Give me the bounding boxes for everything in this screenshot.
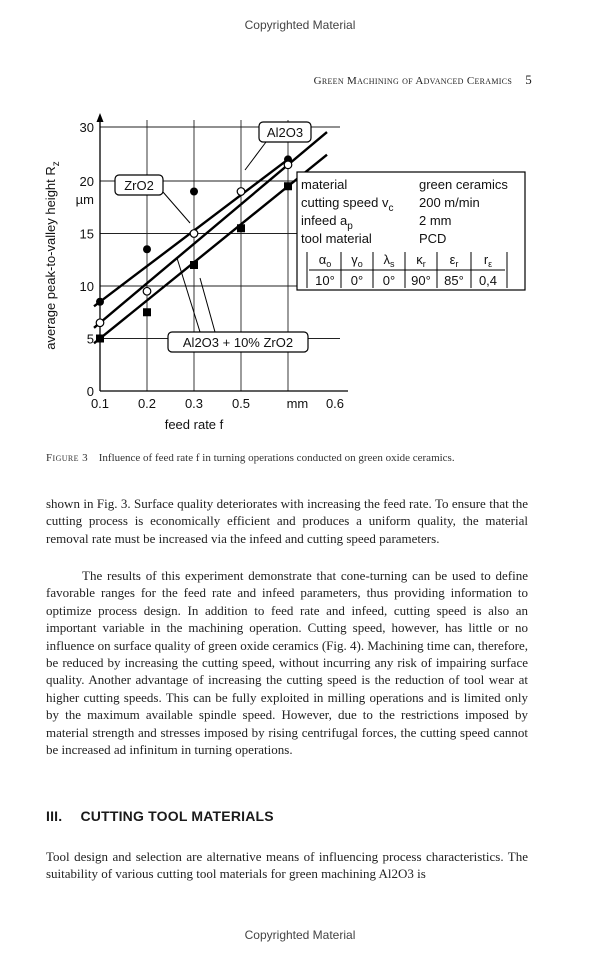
x-tick-label: 0.1: [90, 396, 110, 411]
angle-value: 0°: [382, 273, 396, 288]
y-axis-arrow: [97, 113, 104, 122]
figure-label: Figure 3: [46, 452, 89, 464]
y-axis-label: average peak-to-valley height $R_z$: [43, 161, 62, 350]
marker-al2o3: [190, 230, 198, 238]
marker-zro2: [190, 188, 198, 196]
param-label: tool material: [301, 231, 372, 246]
marker-al2o3-zro2: [96, 335, 104, 343]
param-value: PCD: [419, 231, 447, 246]
marker-al2o3: [96, 319, 104, 327]
x-tick-label: 0.6: [325, 396, 345, 411]
angle-value: 0°: [350, 273, 364, 288]
angle-value: 10°: [315, 273, 335, 288]
marker-al2o3-zro2: [237, 224, 245, 232]
angle-value: 85°: [444, 273, 464, 288]
running-head: [314, 72, 532, 88]
y-tick-label: 30: [79, 120, 94, 135]
param-label: infeed $a_p$: [301, 213, 353, 232]
y-tick-label: 15: [79, 226, 94, 242]
param-label: material: [301, 177, 348, 192]
x-tick-label: 0.5: [231, 396, 251, 411]
figure-3: [40, 108, 540, 438]
chart: [40, 108, 540, 438]
y-tick-label: 10: [79, 279, 94, 294]
section-heading: [46, 808, 274, 824]
x-tick-label: 0.3: [184, 396, 204, 411]
callout-al2o3-text: Al2O3: [266, 125, 304, 140]
watermark-top: Copyrighted Material: [244, 18, 356, 32]
marker-al2o3-zro2: [143, 308, 151, 316]
marker-zro2: [143, 245, 151, 253]
chart-callouts: [115, 122, 311, 352]
y-unit-label: µm: [75, 191, 94, 207]
param-label: cutting speed $v_c$: [301, 195, 394, 214]
angle-header: $r_\varepsilon$: [483, 252, 493, 269]
param-value: 200 m/min: [419, 195, 480, 210]
parameter-box: [297, 172, 525, 290]
angle-value: 0,4: [478, 273, 498, 288]
page-number: 5: [525, 72, 532, 87]
marker-al2o3: [284, 161, 292, 169]
marker-al2o3: [237, 188, 245, 196]
angle-header: $\alpha_o$: [318, 252, 332, 269]
section-title: CUTTING TOOL MATERIALS: [80, 808, 274, 824]
caption-text: Influence of feed rate f in turning operations conducted on green oxide ceramics.: [98, 452, 455, 464]
callout-zro2-text: ZrO2: [124, 178, 154, 193]
param-value: green ceramics: [419, 177, 508, 192]
callout-al2o3-zro2-leader: [177, 258, 200, 332]
section-number: III.: [46, 808, 63, 824]
series-line-1: [94, 132, 327, 328]
angle-header: $\lambda_s$: [383, 252, 395, 269]
y-tick-label: 20: [79, 174, 94, 189]
paragraph-1: shown in Fig. 3. Surface quality deteriorates with increasing the feed rate. To ensure that the cutting process is economically efficient and produces a uniform quality, the material removal rate must be increased via the infeed and cutting speed parameters.: [46, 496, 528, 546]
angle-header: $\gamma_o$: [351, 252, 363, 269]
callout-al2o3-leader: [245, 142, 266, 170]
y-tick-label: 0: [86, 384, 94, 399]
running-head-title: Green Machining of Advanced Ceramics: [313, 75, 513, 87]
paragraph-3: Tool design and selection are alternative means of influencing process characteristics. The suitability of various cutting tool materials for green machining Al2O3 is: [46, 849, 528, 882]
x-axis-label: feed rate f: [164, 417, 224, 432]
figure-caption: [46, 452, 546, 464]
param-value: 2 mm: [419, 213, 452, 228]
marker-al2o3: [143, 287, 151, 295]
angle-header: $\varepsilon_r$: [449, 252, 459, 269]
marker-al2o3-zro2: [284, 182, 292, 190]
marker-al2o3-zro2: [190, 261, 198, 269]
x-tick-label: 0.2: [137, 396, 157, 411]
x-unit-label: mm: [286, 396, 309, 411]
paragraph-2: The results of this experiment demonstrate that cone-turning can be used to define favorable ranges for the feed rate and infeed parameters, thus providing information to optimize process design. In addition to feed rate and infeed, cutting speed is also an important variable in the machining operation. Cutting speed, however, has little or no influence on surface quality of green oxide ceramics (Fig. 4). Machining time can, therefore, be reduced by increasing the cutting speed, without incurring any risk of impairing surface quality. Another advantage of increasing the cutting speed is the reduction of tool wear at higher cutting speeds. This can be fully exploited in milling operations and is limited only by the maximum available spindle speed. However, due to the restrictions imposed by material strength and stresses imposed by rising centrifugal forces, the cutting speed cannot be increased ad infinitum in turning operations.: [46, 568, 528, 758]
callout-zro2-leader: [163, 192, 190, 223]
angle-header: $\kappa_r$: [416, 252, 426, 269]
callout-al2o3-zro2-text: Al2O3 + 10% ZrO2: [182, 335, 294, 350]
y-tick-label: 5: [86, 331, 94, 347]
marker-zro2: [96, 298, 104, 306]
angle-value: 90°: [411, 273, 431, 288]
watermark-bottom: Copyrighted Material: [244, 928, 356, 942]
